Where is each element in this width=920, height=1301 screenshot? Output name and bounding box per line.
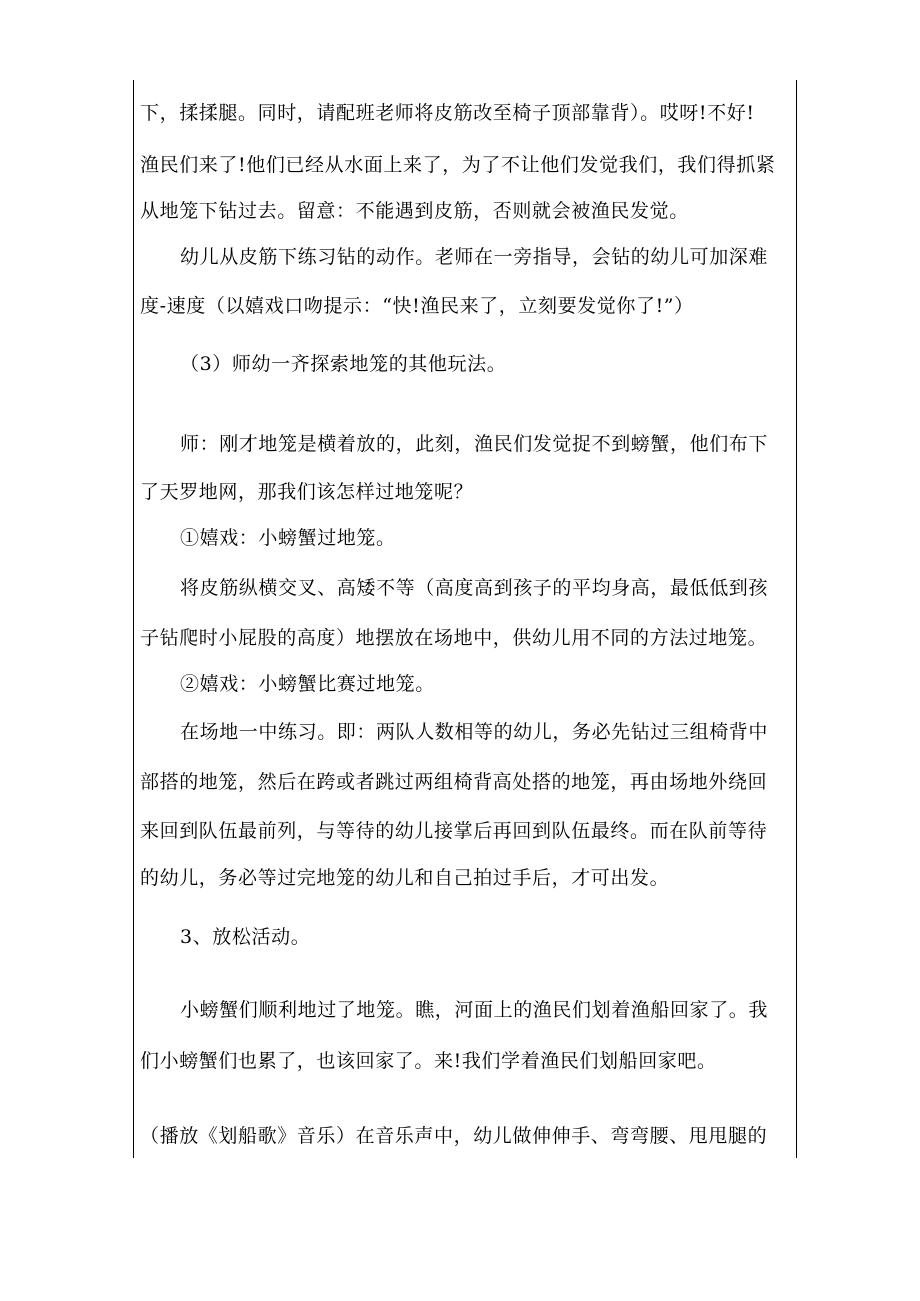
table-left-border bbox=[133, 80, 134, 1158]
text-line: 下，揉揉腿。同时，请配班老师将皮筋改至椅子顶部靠背）。哎呀!不好! bbox=[140, 102, 755, 124]
paragraph-line: 在场地一中练习。即：两队人数相等的幼儿，务必先钻过三组椅背中 bbox=[180, 721, 769, 743]
text-line: 度-速度（以嬉戏口吻提示：“快!渔民来了，立刻要发觉你了!”） bbox=[140, 295, 694, 317]
text-line: （播放《划船歌》音乐）在音乐声中，幼儿做伸伸手、弯弯腰、甩甩腿的 bbox=[140, 1125, 768, 1147]
table-right-border bbox=[796, 80, 797, 1158]
game-heading: ①嬉戏：小螃蟹过地笼。 bbox=[180, 527, 396, 549]
document-table-frame bbox=[133, 80, 797, 1158]
section-heading: （3）师幼一齐探索地笼的其他玩法。 bbox=[180, 353, 507, 375]
paragraph-line: 幼儿从皮筋下练习钻的动作。老师在一旁指导，会钻的幼儿可加深难 bbox=[180, 246, 769, 268]
text-line: 了天罗地网，那我们该怎样过地笼呢？ bbox=[140, 481, 474, 503]
text-line: 来回到队伍最前列，与等待的幼儿接掌后再回到队伍最终。而在队前等待 bbox=[140, 820, 768, 842]
text-line: 子钻爬时小屁股的高度）地摆放在场地中，供幼儿用不同的方法过地笼。 bbox=[140, 627, 768, 649]
text-line: 部搭的地笼，然后在跨或者跳过两组椅背高处搭的地笼，再由场地外绕回 bbox=[140, 771, 768, 793]
text-line: 的幼儿，务必等过完地笼的幼儿和自己拍过手后，才可出发。 bbox=[140, 867, 670, 889]
text-line: 从地笼下钻过去。留意：不能遇到皮筋，否则就会被渔民发觉。 bbox=[140, 200, 689, 222]
paragraph-line: 师：刚才地笼是横着放的，此刻，渔民们发觉捉不到螃蟹，他们布下 bbox=[180, 433, 769, 455]
paragraph-line: 将皮筋纵横交叉、高矮不等（高度高到孩子的平均身高，最低低到孩 bbox=[180, 577, 769, 599]
text-line: 渔民们来了!他们已经从水面上来了，为了不让他们发觉我们，我们得抓紧 bbox=[140, 154, 776, 176]
text-line: 们小螃蟹们也累了，也该回家了。来!我们学着渔民们划船回家吧。 bbox=[140, 1050, 717, 1072]
game-heading: ②嬉戏：小螃蟹比赛过地笼。 bbox=[180, 673, 435, 695]
paragraph-line: 小螃蟹们顺利地过了地笼。瞧，河面上的渔民们划着渔船回家了。我 bbox=[180, 999, 769, 1021]
section-heading: 3、放松活动。 bbox=[180, 926, 311, 948]
